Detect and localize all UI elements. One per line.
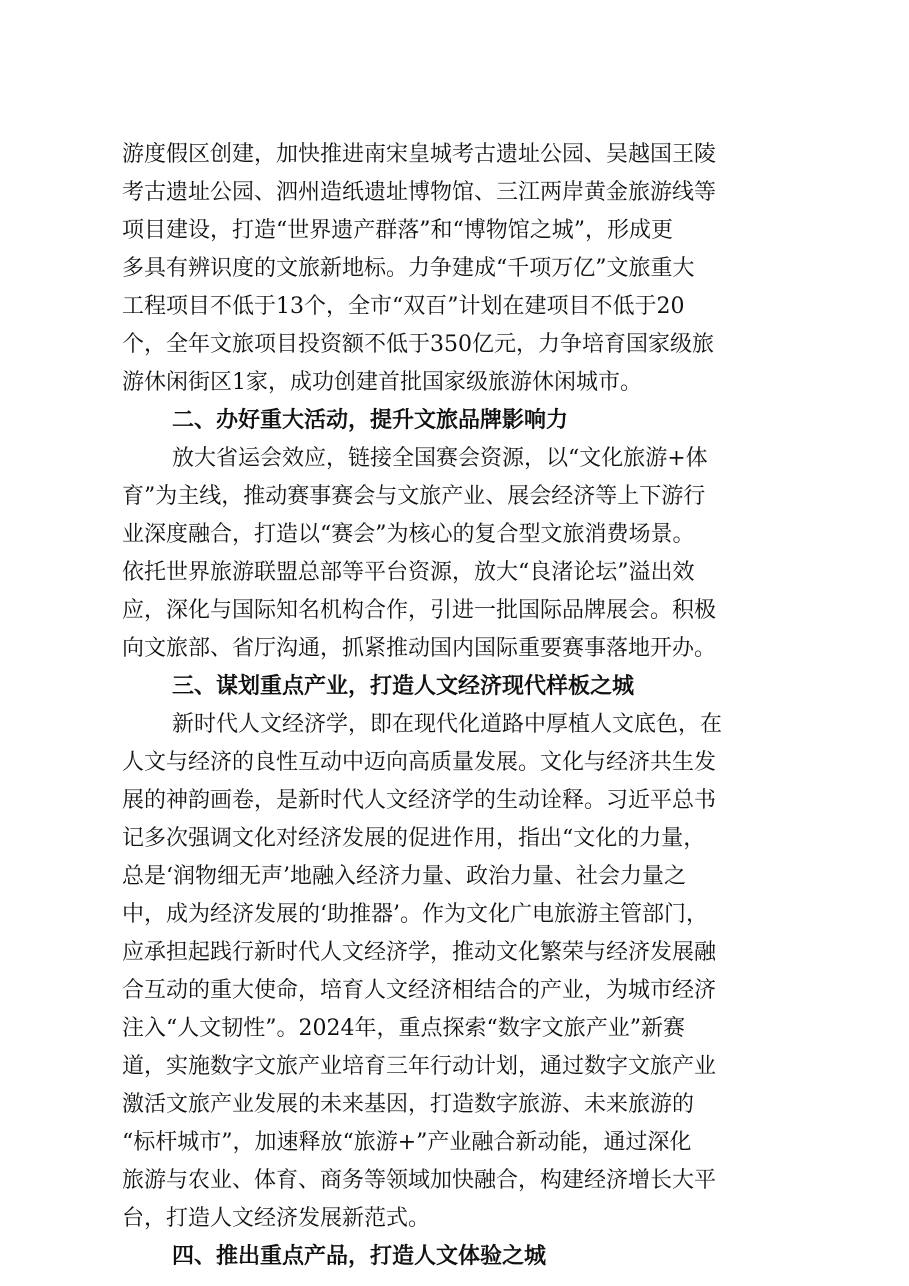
section-heading: 二、办好重大活动，提升文旅品牌影响力 xyxy=(172,408,569,433)
body-text-line: 游度假区创建，加快推进南宋皇城考古遗址公园、吴越国王陵 xyxy=(122,142,717,167)
body-text-line: 旅游与农业、体育、商务等领域加快融合，构建经济增长大平 xyxy=(122,1168,717,1193)
body-text-line: 依托世界旅游联盟总部等平台资源，放大“良渚论坛”溢出效 xyxy=(122,560,695,585)
body-text-line: 台，打造人文经济发展新范式。 xyxy=(122,1206,431,1231)
body-text-line: 合互动的重大使命，培育人文经济相结合的产业，为城市经济 xyxy=(122,978,717,1003)
body-text-line: 道，实施数字文旅产业培育三年行动计划，通过数字文旅产业 xyxy=(122,1054,717,1079)
body-text-line: 总是‘润物细无声’地融入经济力量、政治力量、社会力量之 xyxy=(122,864,686,889)
body-text-line: 多具有辨识度的文旅新地标。力争建成“千项万亿”文旅重大 xyxy=(122,256,695,281)
body-text-line: 个，全年文旅项目投资额不低于350亿元，力争培育国家级旅 xyxy=(122,332,714,357)
body-text-line: 向文旅部、省厅沟通，抓紧推动国内国际重要赛事落地开办。 xyxy=(122,636,717,661)
body-text-line: 人文与经济的良性互动中迈向高质量发展。文化与经济共生发 xyxy=(122,750,717,775)
body-text-line: 应承担起践行新时代人文经济学，推动文化繁荣与经济发展融 xyxy=(122,940,717,965)
body-text-line: 展的神韵画卷，是新时代人文经济学的生动诠释。习近平总书 xyxy=(122,788,717,813)
body-text-line: 注入“人文韧性”。2024年，重点探索“数字文旅产业”新赛 xyxy=(122,1016,685,1041)
body-text-line: 中，成为经济发展的‘助推器’。作为文化广电旅游主管部门， xyxy=(122,902,708,927)
body-text-line: 业深度融合，打造以“赛会”为核心的复合型文旅消费场景。 xyxy=(122,522,695,547)
body-text-line: “标杆城市”，加速释放“旅游+”产业融合新动能，通过深化 xyxy=(122,1130,692,1155)
paragraph-first-line: 新时代人文经济学，即在现代化道路中厚植人文底色，在 xyxy=(172,712,723,737)
body-text-line: 工程项目不低于13个，全市“双百”计划在建项目不低于20 xyxy=(122,294,685,319)
body-text-line: 应，深化与国际知名机构合作，引进一批国际品牌展会。积极 xyxy=(122,598,717,623)
body-text-line: 考古遗址公园、泗州造纸遗址博物馆、三江两岸黄金旅游线等 xyxy=(122,180,717,205)
body-text-line: 项目建设，打造“世界遗产群落”和“博物馆之城”，形成更 xyxy=(122,218,673,243)
body-text-line: 游休闲街区1家，成功创建首批国家级旅游休闲城市。 xyxy=(122,370,642,395)
section-heading: 四、推出重点产品，打造人文体验之城 xyxy=(172,1244,547,1269)
section-heading: 三、谋划重点产业，打造人文经济现代样板之城 xyxy=(172,674,635,699)
body-text-line: 育”为主线，推动赛事赛会与文旅产业、展会经济等上下游行 xyxy=(122,484,706,509)
body-text-line: 记多次强调文化对经济发展的促进作用，指出“文化的力量， xyxy=(122,826,706,851)
paragraph-first-line: 放大省运会效应，链接全国赛会资源，以“文化旅游+体 xyxy=(172,446,708,471)
body-text-line: 激活文旅产业发展的未来基因，打造数字旅游、未来旅游的 xyxy=(122,1092,695,1117)
